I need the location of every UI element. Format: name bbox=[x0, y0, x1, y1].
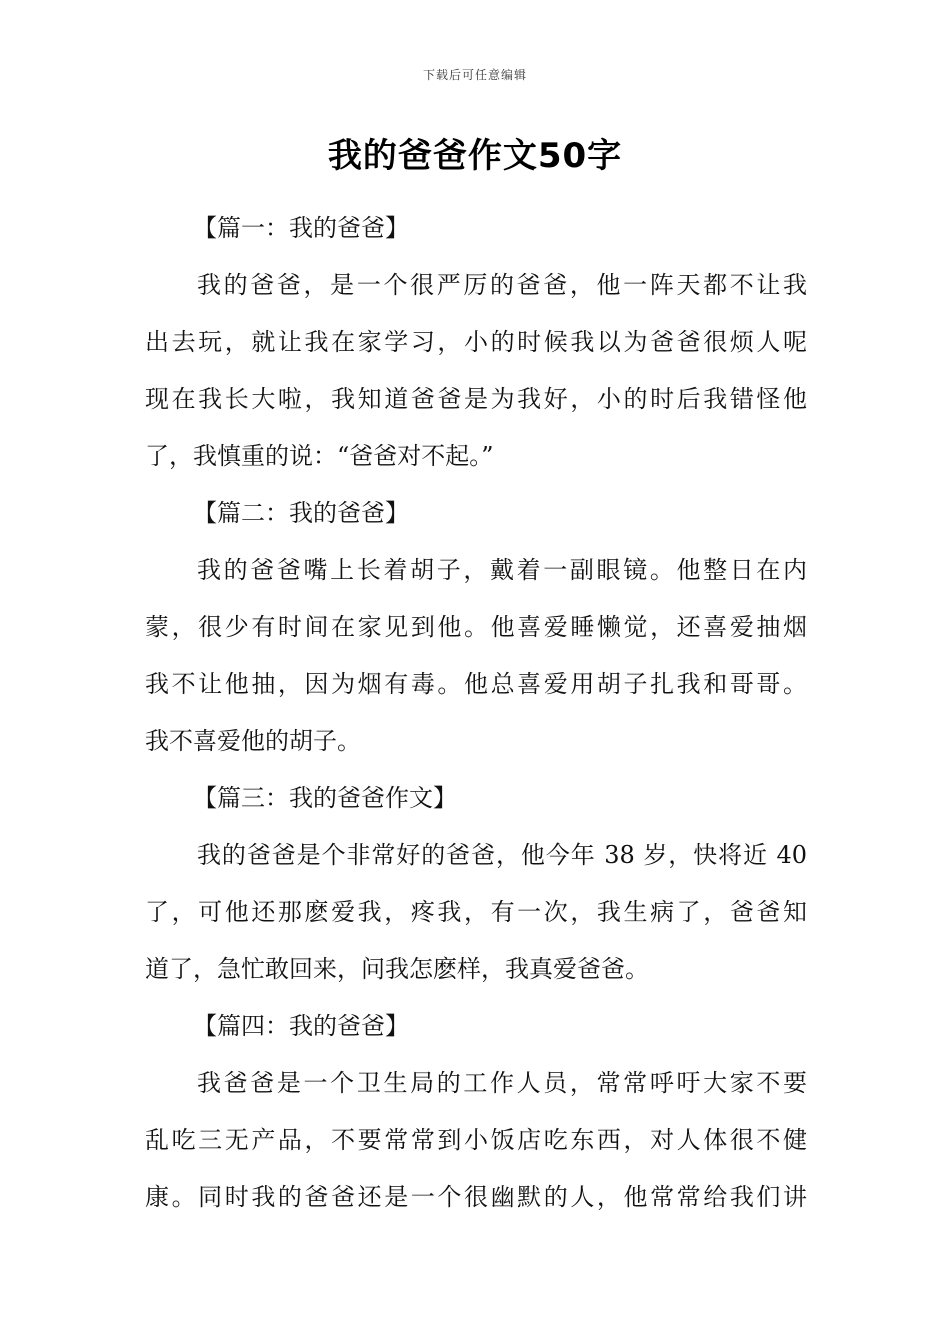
section-heading: 【篇三：我的爸爸作文】 bbox=[193, 784, 457, 812]
paragraph-line: 我的爸爸嘴上长着胡子，戴着一副眼镜。他整日在内 bbox=[197, 556, 807, 584]
section-heading: 【篇一：我的爸爸】 bbox=[193, 214, 409, 242]
section-2 bbox=[145, 485, 807, 770]
paragraph-line: 现在我长大啦，我知道爸爸是为我好，小的时后我错怪他 bbox=[145, 385, 807, 413]
document-body bbox=[145, 200, 807, 1226]
paragraph-line: 我爸爸是一个卫生局的工作人员，常常呼吁大家不要 bbox=[197, 1069, 807, 1097]
document-title: 我的爸爸作文50字 bbox=[327, 136, 623, 176]
paragraph-line: 了，可他还那麽爱我，疼我，有一次，我生病了，爸爸知 bbox=[145, 898, 807, 926]
paragraph-line: 我不让他抽，因为烟有毒。他总喜爱用胡子扎我和哥哥。 bbox=[145, 670, 807, 698]
header-note: 下载后可任意编辑 bbox=[422, 68, 527, 82]
paragraph-line: 康。同时我的爸爸还是一个很幽默的人，他常常给我们讲 bbox=[145, 1183, 807, 1211]
section-3 bbox=[145, 770, 807, 998]
paragraph-line: 我的爸爸，是一个很严厉的爸爸，他一阵天都不让我 bbox=[197, 271, 807, 299]
paragraph-line: 我的爸爸是个非常好的爸爸，他今年 38 岁，快将近 40 bbox=[197, 841, 807, 869]
paragraph-line: 了，我慎重的说：“爸爸对不起。” bbox=[145, 442, 494, 470]
paragraph-line: 乱吃三无产品，不要常常到小饭店吃东西，对人体很不健 bbox=[145, 1126, 807, 1154]
paragraph-line: 蒙，很少有时间在家见到他。他喜爱睡懒觉，还喜爱抽烟 bbox=[145, 613, 807, 641]
paragraph-line: 道了，急忙敢回来，问我怎麽样，我真爱爸爸。 bbox=[145, 955, 649, 983]
section-4 bbox=[145, 998, 807, 1226]
paragraph-line: 我不喜爱他的胡子。 bbox=[145, 727, 361, 755]
paragraph-line: 出去玩，就让我在家学习，小的时候我以为爸爸很烦人呢 bbox=[145, 328, 807, 356]
section-1 bbox=[145, 200, 807, 485]
section-heading: 【篇二：我的爸爸】 bbox=[193, 499, 409, 527]
section-heading: 【篇四：我的爸爸】 bbox=[193, 1012, 409, 1040]
